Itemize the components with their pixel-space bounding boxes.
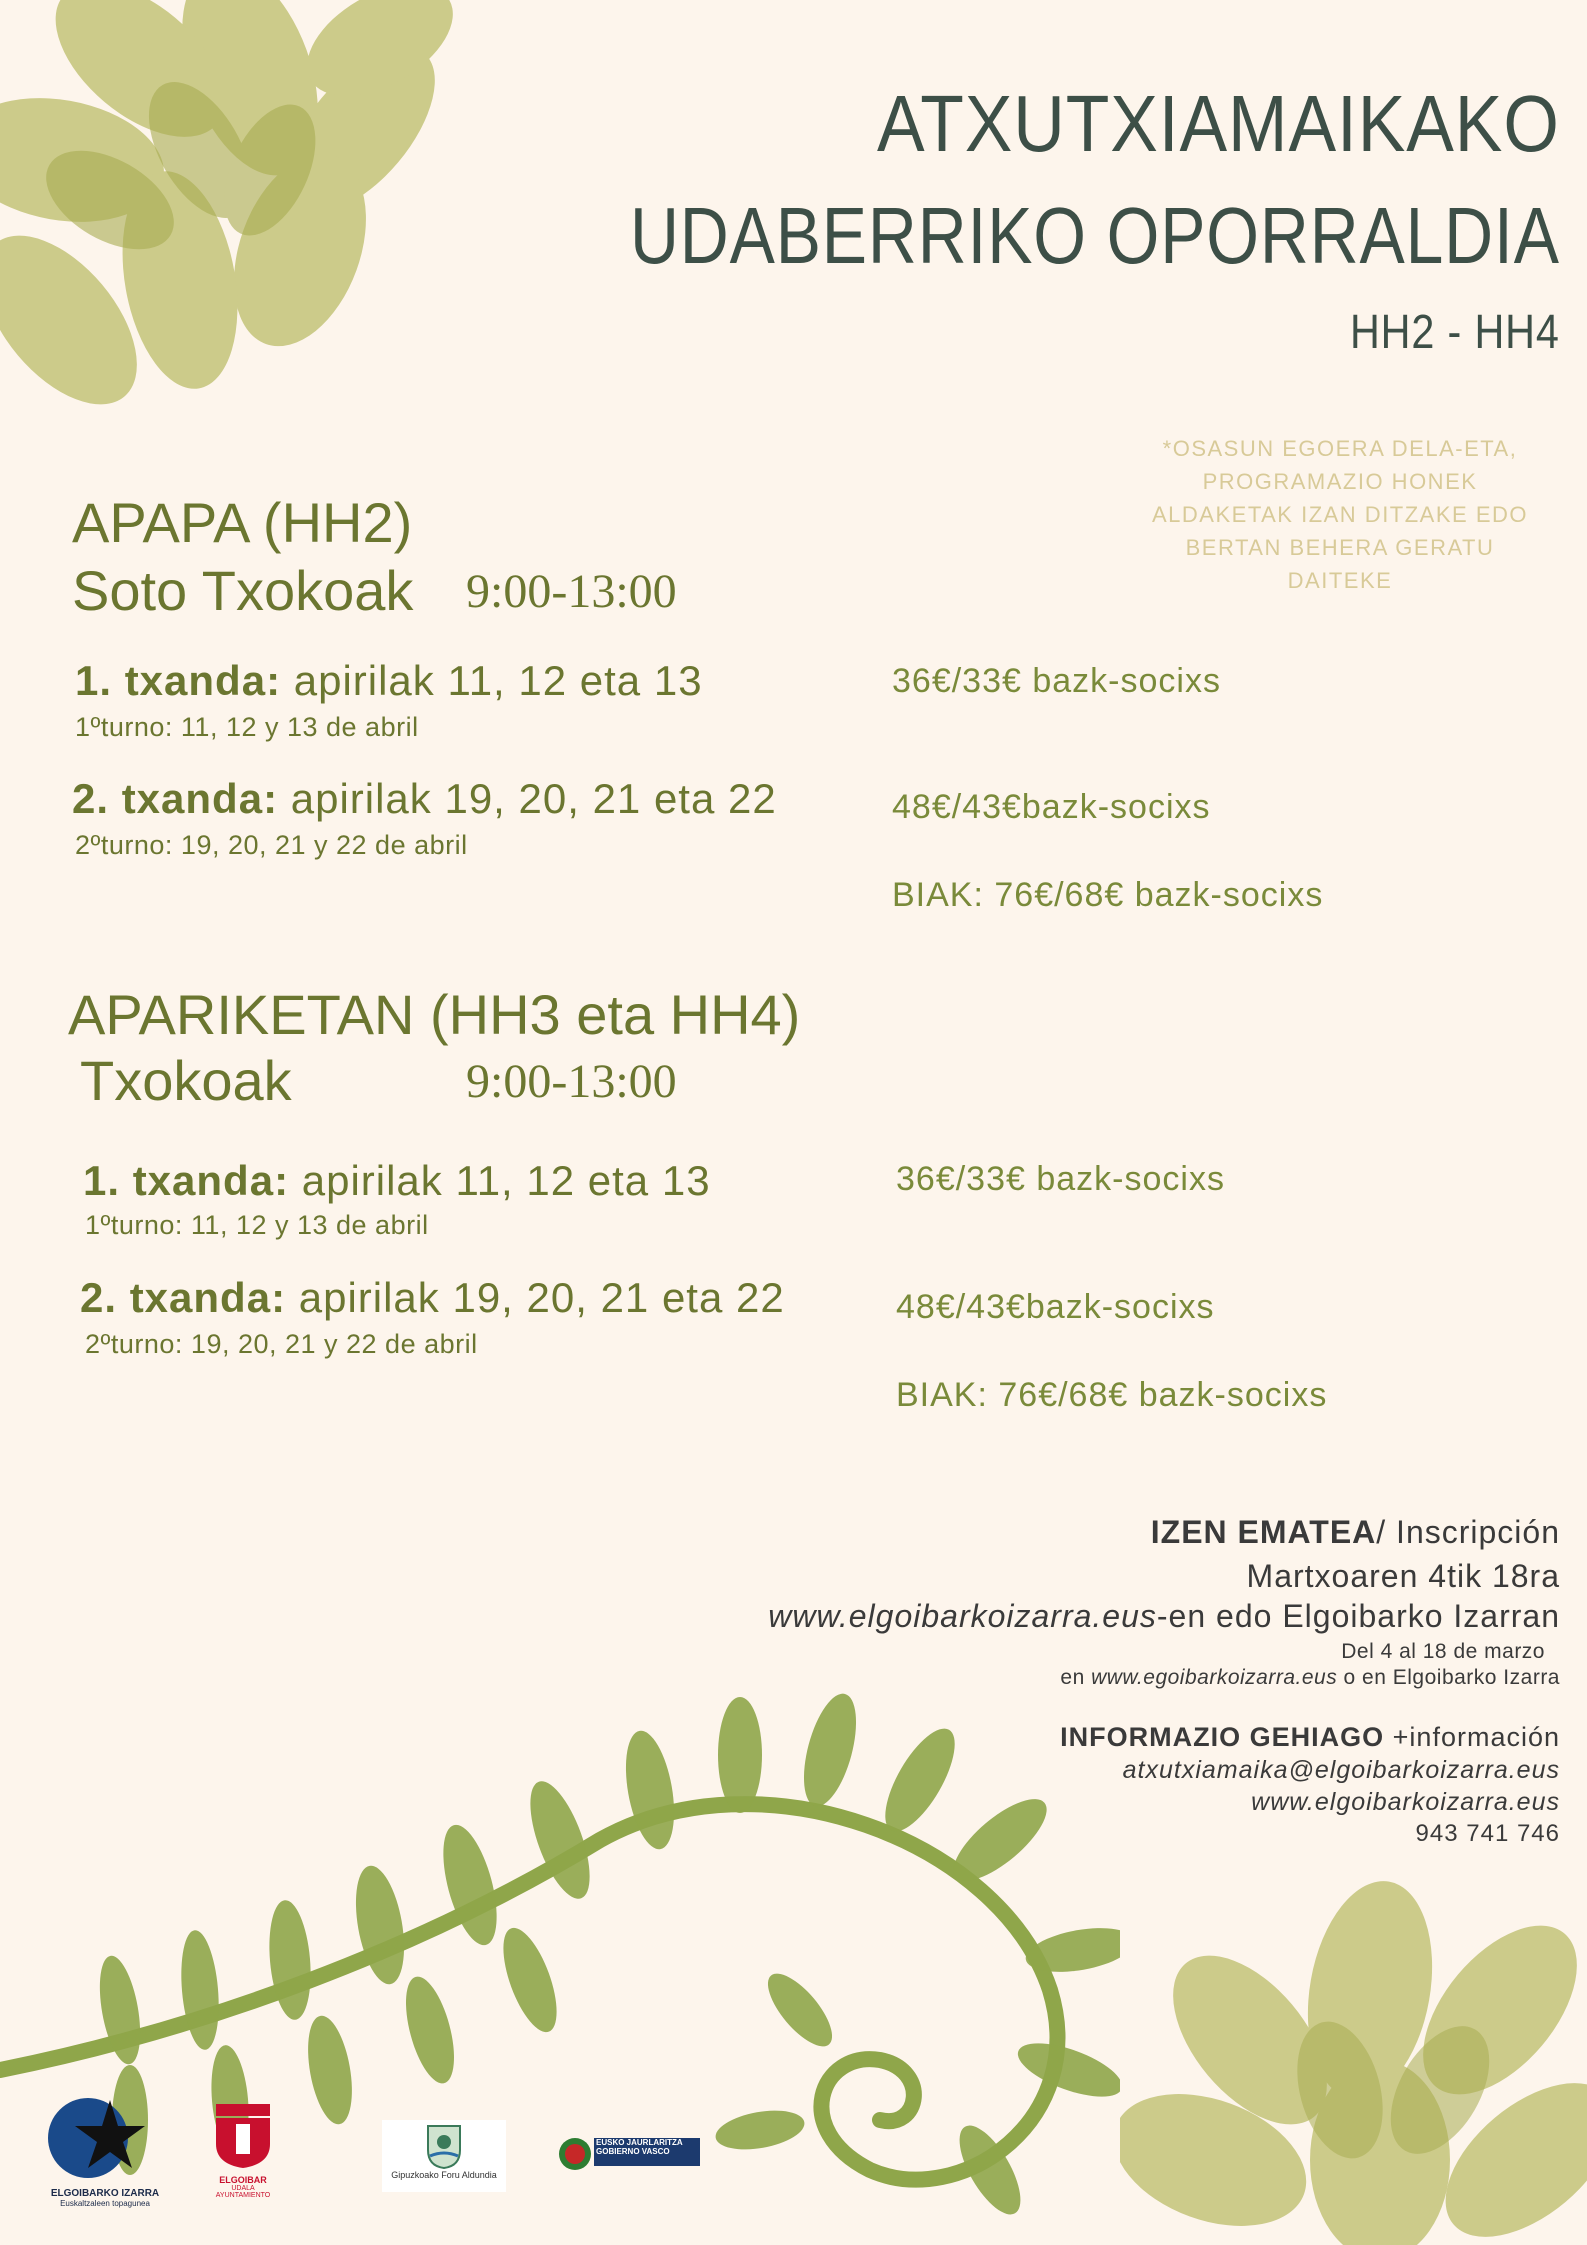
registration-es-web-link[interactable]: www.egoibarkoizarra.eus	[1091, 1666, 1338, 1689]
eusko-line1: EUSKO JAURLARITZA	[596, 2138, 683, 2147]
izarra-sub: Euskaltzaleen topagunea	[60, 2199, 150, 2208]
section1-turn1	[75, 657, 703, 705]
registration-web-link[interactable]: www.elgoibarkoizarra.eus	[768, 1598, 1157, 1634]
section2-price1: 36€/33€ bazk-socixs	[896, 1160, 1225, 1198]
elgoibar-name: ELGOIBAR	[219, 2175, 267, 2185]
more-info-phone: 943 741 746	[1415, 1820, 1560, 1847]
section2-place: Txokoak	[80, 1049, 292, 1112]
section2-price2: 48€/43€bazk-socixs	[896, 1288, 1215, 1326]
registration-bold: IZEN EMATEA	[1150, 1514, 1377, 1550]
logo-elgoibarko-izarra	[40, 2088, 170, 2208]
section1-turn2-es: 2ºturno: 19, 20, 21 y 22 de abril	[75, 830, 468, 860]
section1-turn1-es: 1ºturno: 11, 12 y 13 de abril	[75, 712, 419, 742]
section1-price-both: BIAK: 76€/68€ bazk-socixs	[892, 876, 1324, 914]
section2-turn2-es: 2ºturno: 19, 20, 21 y 22 de abril	[85, 1329, 478, 1359]
turn-dates: apirilak 11, 12 eta 13	[281, 657, 703, 704]
section1-heading: APAPA (HH2)	[72, 491, 413, 554]
gipuzkoa-shield-icon	[424, 2124, 464, 2170]
section1-price2: 48€/43€bazk-socixs	[892, 788, 1211, 826]
turn-label: 2. txanda:	[80, 1274, 287, 1321]
registration-dates-eu: Martxoaren 4tik 18ra	[1246, 1558, 1560, 1594]
section2-turn1	[83, 1157, 711, 1205]
eusko-text-box	[594, 2138, 700, 2166]
registration-web-rest: -en edo Elgoibarko Izarran	[1156, 1598, 1560, 1634]
section1-place: Soto Txokoak	[72, 559, 414, 622]
notice-line: DAITEKE	[1287, 568, 1393, 593]
turn-label: 1. txanda:	[75, 657, 282, 704]
logo-eusko-jaurlaritza	[558, 2136, 700, 2172]
turn-dates: apirilak 11, 12 eta 13	[289, 1157, 711, 1204]
turn-label: 1. txanda:	[83, 1157, 290, 1204]
title-line2: UDABERRIKO OPORRALDIA	[630, 191, 1560, 280]
section1-price1: 36€/33€ bazk-socixs	[892, 662, 1221, 700]
flower-bottom-right-decoration	[1120, 1860, 1587, 2245]
section2-heading: APARIKETAN (HH3 eta HH4)	[68, 983, 801, 1046]
notice-line: *OSASUN EGOERA DELA-ETA,	[1162, 436, 1518, 461]
registration-es-line	[1060, 1666, 1560, 1690]
izarra-name: ELGOIBARKO IZARRA	[50, 2188, 160, 2199]
es-post: o en Elgoibarko Izarra	[1337, 1666, 1560, 1689]
elgoibar-sub1: UDALA	[231, 2185, 255, 2192]
notice-line: PROGRAMAZIO HONEK	[1202, 469, 1478, 494]
section2-time: 9:00-13:00	[466, 1055, 677, 1108]
section1-turn2	[72, 775, 777, 823]
gipuzkoa-name: Gipuzkoako Foru Aldundia	[391, 2170, 497, 2180]
registration-dates-es: Del 4 al 18 de marzo	[1341, 1640, 1545, 1663]
title-levels: HH2 - HH4	[1350, 306, 1560, 359]
section1-time: 9:00-13:00	[466, 565, 677, 618]
title-line1: ATXUTXIAMAIKAKO	[877, 79, 1560, 168]
shield-logo-icon	[208, 2100, 278, 2170]
section2-turn2	[80, 1274, 785, 1322]
star-logo-icon	[40, 2088, 170, 2183]
logo-gipuzkoa	[382, 2120, 506, 2192]
more-info-bold: INFORMAZIO GEHIAGO	[1060, 1722, 1385, 1752]
section2-turn1-es: 1ºturno: 11, 12 y 13 de abril	[85, 1210, 429, 1240]
turn-dates: apirilak 19, 20, 21 eta 22	[278, 775, 777, 822]
notice-line: BERTAN BEHERA GERATU	[1185, 535, 1495, 560]
registration-heading	[1151, 1514, 1560, 1551]
more-info-rest: +información	[1384, 1722, 1560, 1752]
elgoibar-sub2: AYUNTAMIENTO	[215, 2192, 271, 2199]
more-info-web[interactable]: www.elgoibarkoizarra.eus	[1251, 1788, 1560, 1816]
es-pre: en	[1060, 1666, 1092, 1689]
registration-web-line	[768, 1598, 1560, 1635]
basque-govt-emblem-icon	[558, 2136, 592, 2172]
registration-rest: / Inscripción	[1376, 1514, 1560, 1550]
eusko-line2: GOBIERNO VASCO	[596, 2147, 670, 2156]
more-info-heading	[1060, 1722, 1560, 1753]
notice-line: ALDAKETAK IZAN DITZAKE EDO	[1152, 502, 1528, 527]
turn-dates: apirilak 19, 20, 21 eta 22	[286, 1274, 785, 1321]
more-info-email[interactable]: atxutxiamaika@elgoibarkoizarra.eus	[1122, 1756, 1560, 1784]
section2-price-both: BIAK: 76€/68€ bazk-socixs	[896, 1376, 1328, 1414]
health-notice	[1110, 432, 1570, 597]
turn-label: 2. txanda:	[72, 775, 279, 822]
logo-elgoibar	[208, 2100, 278, 2210]
flower-top-left-decoration	[0, 0, 540, 440]
